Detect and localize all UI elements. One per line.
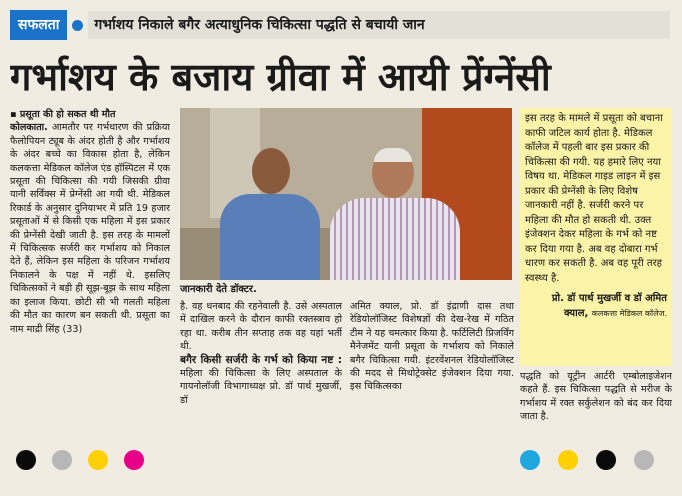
doctor-right-figure — [330, 148, 460, 280]
registration-dot — [596, 450, 616, 470]
article-column-2 — [180, 300, 342, 440]
doctors-photo — [180, 108, 512, 280]
registration-dot — [520, 450, 540, 470]
article-column-3 — [350, 300, 514, 440]
dateline: कोलकाता. — [10, 122, 48, 134]
signature-affiliation: कलकत्ता मेडिकल कॉलेज. — [591, 308, 667, 318]
registration-dot — [558, 450, 578, 470]
quote-signature — [525, 292, 667, 321]
column-2-text: है. वह धनबाद की रहनेवाली है. उसे अस्पताल में दाखिल करने के दौरान काफी रक्तस्त्राव हो रहा था. करीब तीन सप्ताह तक वह यहां भर्ती थी. — [180, 301, 342, 353]
doctor-quote-box — [520, 108, 672, 366]
signature-names: प्रो. डॉ पार्थ मुखर्जी व डॉ अमित क्याल, — [551, 293, 667, 319]
quote-text: इस तरह के मामले में प्रसूता को बचाना काफी जटिल कार्य होता है. मेडिकल कॉलेज में पहली बार इस प्रकार की चिकित्सा की गयी. यह हमारे लिए नया विषय था. मेडिकल गाइड लाइन में इस प्रकार की प्रेग्नेंसी के लिए विशेष जानकारी नहीं है. सर्जरी करने पर महिला की मौत हो सकती थी. उक्त इंजेक्शन देकर महिला के गर्भ को नष्ट कर दिया गया है. अब वह दोबारा गर्भ धारण कर सकती है. अब वह पूरी तरह स्वस्थ्य है. — [525, 113, 663, 284]
bullet-dot-icon — [72, 20, 83, 31]
registration-dot — [52, 450, 72, 470]
doctor-left-figure — [220, 148, 320, 280]
photo-caption: जानकारी देते डॉक्टर. — [180, 284, 257, 295]
registration-dot — [88, 450, 108, 470]
registration-dot — [16, 450, 36, 470]
main-headline: गर्भाशय के बजाय ग्रीवा में आयी प्रेंग्नेंसी — [10, 55, 551, 99]
kicker-headline: गर्भाशय निकाले बगैर अत्याधुनिक चिकित्सा पद्धति से बचायी जान — [88, 11, 670, 39]
registration-marks — [0, 450, 682, 472]
pull-bullet: ▪ प्रसूता की हो सकत थी मौत — [10, 109, 116, 120]
subheading: बगैर किसी सर्जरी के गर्भ को किया नष्ट : — [180, 353, 342, 366]
registration-dot — [124, 450, 144, 470]
column-1-text: आमतौर पर गर्भधारण की प्रक्रिया फैलोपियन ट्यूब के अंदर होती है और गर्भाशय के अंदर बच्चे का विकास होता है, लेकिन कलकत्ता मेडिकल कॉलेज एंड हॉस्पिटल में एक प्रसूता की चिकित्सा की गयी जिसकी ग्रीवा यानी सर्विक्स में प्रेग्नेंसी आ गयी थी. मेडिकल रिकार्ड के अनुसार दुनियाभर में प्रति 19 हजार प्रसूताओं में से किसी एक महिला में इस प्रकार की प्रेग्नेंसी देखी जाती है. इस तरह के मामलों में चिकित्सक सर्जरी कर गर्भाशय को निकाल देते हैं, लेकिन इस महिला के परिजन गर्भाशय निकालने के पक्ष में नहीं थे. इसलिए चिकित्सकों ने बड़ी ही सूझ-बूझ के साथ महिला का इलाज किया. छोटी सी भी गलती महिला की मौत का कारण बन सकती थी. प्रसूता का नाम माद्री सिंह (33) — [10, 122, 170, 335]
section-badge: सफलता — [10, 10, 67, 40]
column-4-text: पद्धति को यूट्रीन आर्टरी एम्बोलाइजेशन कहते हैं. इस चिकित्सा पद्धति से मरीज के गर्भाशय में रक्त सर्कुलेशन को बंद कर दिया जाता है. — [520, 371, 672, 423]
registration-dot — [634, 450, 654, 470]
article-column-1 — [10, 108, 170, 438]
article-column-4 — [520, 370, 672, 442]
column-2-text-continued: महिला की चिकित्सा के लिए अस्पताल के गायनोलॉजी विभागाध्यक्ष प्रो. डॉ पार्थ मुखर्जी, डॉ — [180, 368, 342, 406]
column-3-text: अमित क्याल, प्रो. डॉ इंद्राणी दास तथा रेडियोलॉजिस्ट विशेषज्ञों की देख-रेख में गठित टीम ने यह चमत्कार किया है. फर्टिलिटी प्रिजर्विंग मैनेजमेंट यानी प्रसूता के गर्भाशय को निकाले बगैर चिकित्सा गयी. इंटरवेंशनल रेडियोलॉजिस्ट की मदद से मिथोट्रेक्सेट इंजेक्शन दिया गया. इस चिकित्सका — [350, 301, 514, 393]
section-strip — [10, 10, 670, 40]
